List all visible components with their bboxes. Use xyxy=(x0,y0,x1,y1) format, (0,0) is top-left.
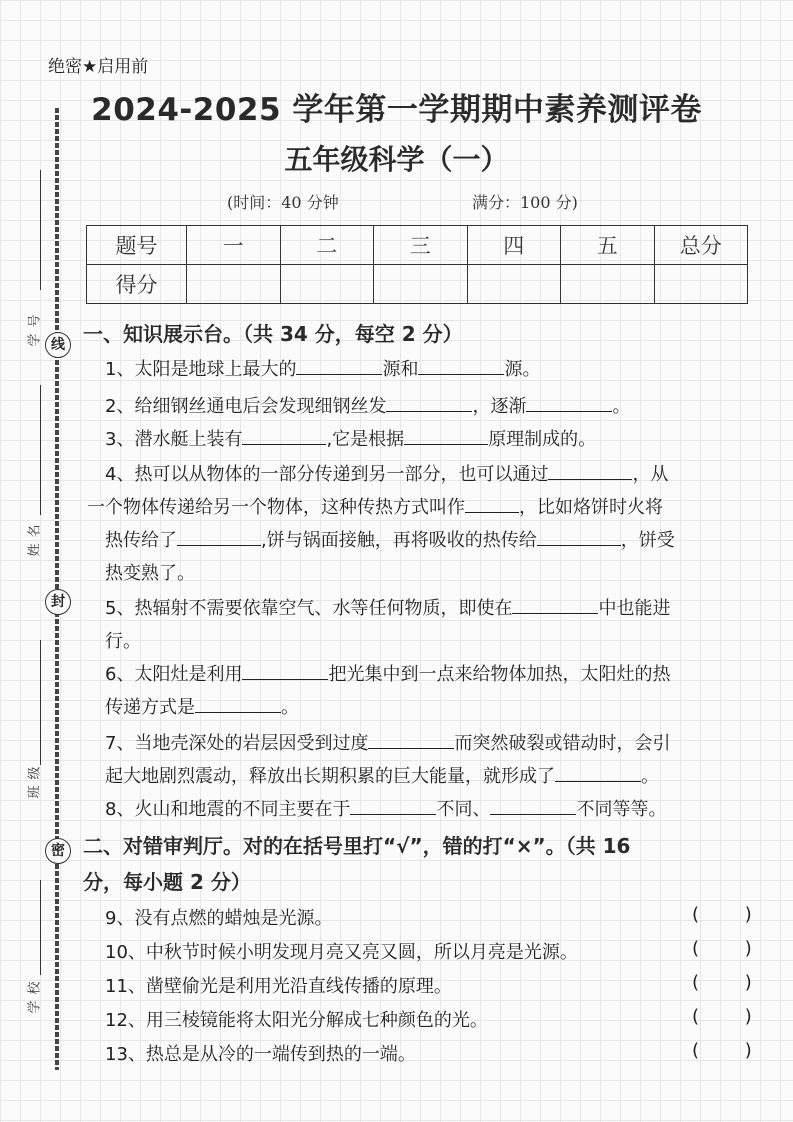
question-text: 。 xyxy=(612,396,631,417)
score-entry-cell[interactable] xyxy=(467,265,561,304)
answer-blank[interactable] xyxy=(296,358,382,375)
question-text: 而突然破裂或错动时，会引 xyxy=(454,733,671,754)
confidential-label: 绝密★启用前 xyxy=(48,57,149,77)
score-entry-cell[interactable] xyxy=(187,265,281,304)
score-table-cell: 三 xyxy=(374,226,468,265)
score-table-cell: 题号 xyxy=(87,226,187,265)
question-text: 4、热可以从物体的一部分传递到另一部分，也可以通过 xyxy=(105,464,549,485)
answer-blank[interactable] xyxy=(368,732,454,749)
score-table-header-row xyxy=(87,226,748,265)
question-text: 源。 xyxy=(504,359,541,380)
question-text: 不同等等。 xyxy=(576,799,667,820)
section2-heading: 二、对错审判厅。对的在括号里打“√”，错的打“×”。（共 16 xyxy=(83,834,631,858)
answer-blank[interactable] xyxy=(404,428,488,445)
question-4 xyxy=(87,458,750,590)
question-text: 。 xyxy=(281,697,299,718)
answer-blank[interactable] xyxy=(548,463,632,480)
question-text: 一个物体传递给另一个物体，这种传热方式叫作 xyxy=(87,497,465,518)
question-text: ，比如烙饼时火将 xyxy=(519,497,663,518)
score-entry-cell[interactable] xyxy=(374,265,468,304)
score-table-cell: 五 xyxy=(561,226,655,265)
question-text: 起大地剧烈震动，释放出长期积累的巨大能量，就形成了 xyxy=(105,766,555,787)
student-id-fill-line[interactable] xyxy=(40,170,41,290)
section1-heading: 一、知识展示台。（共 34 分，每空 2 分） xyxy=(83,322,463,346)
section2-heading-cont: 分，每小题 2 分） xyxy=(83,870,251,894)
score-entry-cell[interactable] xyxy=(561,265,655,304)
seal-secret: 密 xyxy=(45,838,71,864)
answer-paren[interactable]: ( ) xyxy=(692,1040,772,1061)
class-label: 班级 xyxy=(27,760,43,799)
score-table-cell: 一 xyxy=(187,226,281,265)
name-fill-line[interactable] xyxy=(40,385,41,515)
school-fill-line[interactable] xyxy=(40,880,41,975)
question-11: 11、凿壁偷光是利用光沿直线传播的原理。 xyxy=(105,976,452,997)
question-8 xyxy=(105,795,750,821)
question-2 xyxy=(105,392,750,418)
answer-blank[interactable] xyxy=(242,663,328,680)
score-table xyxy=(86,225,748,304)
question-text: 源和 xyxy=(382,359,419,380)
answer-paren[interactable]: ( ) xyxy=(692,938,772,959)
answer-blank[interactable] xyxy=(555,765,641,782)
question-3 xyxy=(105,425,750,451)
exam-full-score: 满分：100 分) xyxy=(472,193,578,212)
question-text: 热变熟了。 xyxy=(105,563,195,584)
answer-blank[interactable] xyxy=(490,798,576,815)
question-text: 。 xyxy=(641,766,659,787)
question-12: 12、用三棱镜能将太阳光分解成七种颜色的光。 xyxy=(105,1010,488,1031)
question-text: 把光集中到一点来给物体加热，太阳灶的热 xyxy=(328,664,671,685)
question-text: ，逐渐 xyxy=(472,396,527,417)
question-text: 3、潜水艇上装有 xyxy=(105,429,243,450)
answer-blank[interactable] xyxy=(177,529,261,546)
answer-blank[interactable] xyxy=(465,496,519,513)
exam-title: 2024-2025 学年第一学期期中素养测评卷 xyxy=(91,92,702,128)
question-text: 7、当地壳深处的岩层因受到过度 xyxy=(105,733,369,754)
answer-blank[interactable] xyxy=(512,597,598,614)
score-table-score-row xyxy=(87,265,748,304)
question-text: 中也能进 xyxy=(598,598,671,619)
question-1 xyxy=(105,355,750,381)
question-text: 2、给细钢丝通电后会发现细钢丝发 xyxy=(105,396,387,417)
answer-blank[interactable] xyxy=(418,358,504,375)
seal-line: 线 xyxy=(45,332,71,358)
name-label: 姓名 xyxy=(27,518,43,557)
exam-time: (时间：40 分钟 xyxy=(227,193,339,212)
seal-seal: 封 xyxy=(45,589,71,615)
score-entry-cell[interactable] xyxy=(280,265,374,304)
question-5 xyxy=(105,592,750,658)
question-13: 13、热总是从冷的一端传到热的一端。 xyxy=(105,1044,416,1065)
answer-paren[interactable]: ( ) xyxy=(692,1006,772,1027)
question-text: 5、热辐射不需要依靠空气、水等任何物质，即使在 xyxy=(105,598,513,619)
class-fill-line[interactable] xyxy=(40,640,41,765)
question-text: 热传给了 xyxy=(105,530,177,551)
question-10: 10、中秋节时候小明发现月亮又亮又圆，所以月亮是光源。 xyxy=(105,942,578,963)
question-text: 传递方式是 xyxy=(105,697,195,718)
question-text: ，从 xyxy=(632,464,669,485)
answer-blank[interactable] xyxy=(242,428,326,445)
question-text: ，饼受 xyxy=(620,530,675,551)
exam-subtitle: 五年级科学（一） xyxy=(284,143,509,176)
question-text: ,它是根据 xyxy=(326,429,405,450)
score-table-cell: 四 xyxy=(467,226,561,265)
score-table-cell: 总分 xyxy=(654,226,748,265)
question-text: 不同、 xyxy=(436,799,491,820)
question-text: ,饼与锅面接触，再将吸收的热传给 xyxy=(261,530,537,551)
question-text: 8、火山和地震的不同主要在于 xyxy=(105,799,351,820)
question-6 xyxy=(105,658,750,724)
question-text: 原理制成的。 xyxy=(488,429,597,450)
score-entry-cell[interactable] xyxy=(654,265,748,304)
answer-paren[interactable]: ( ) xyxy=(692,904,772,925)
answer-blank[interactable] xyxy=(386,395,472,412)
answer-blank[interactable] xyxy=(195,696,281,713)
score-table-cell: 二 xyxy=(280,226,374,265)
question-text: 6、太阳灶是利用 xyxy=(105,664,243,685)
answer-blank[interactable] xyxy=(526,395,612,412)
score-table-cell: 得分 xyxy=(87,265,187,304)
question-text: 1、太阳是地球上最大的 xyxy=(105,359,297,380)
answer-blank[interactable] xyxy=(350,798,436,815)
school-label: 学校 xyxy=(27,975,43,1014)
question-text: 行。 xyxy=(105,631,141,652)
answer-blank[interactable] xyxy=(537,529,621,546)
question-7 xyxy=(105,727,750,793)
answer-paren[interactable]: ( ) xyxy=(692,972,772,993)
question-9: 9、没有点燃的蜡烛是光源。 xyxy=(105,908,333,929)
student-id-label: 学号 xyxy=(27,308,43,347)
